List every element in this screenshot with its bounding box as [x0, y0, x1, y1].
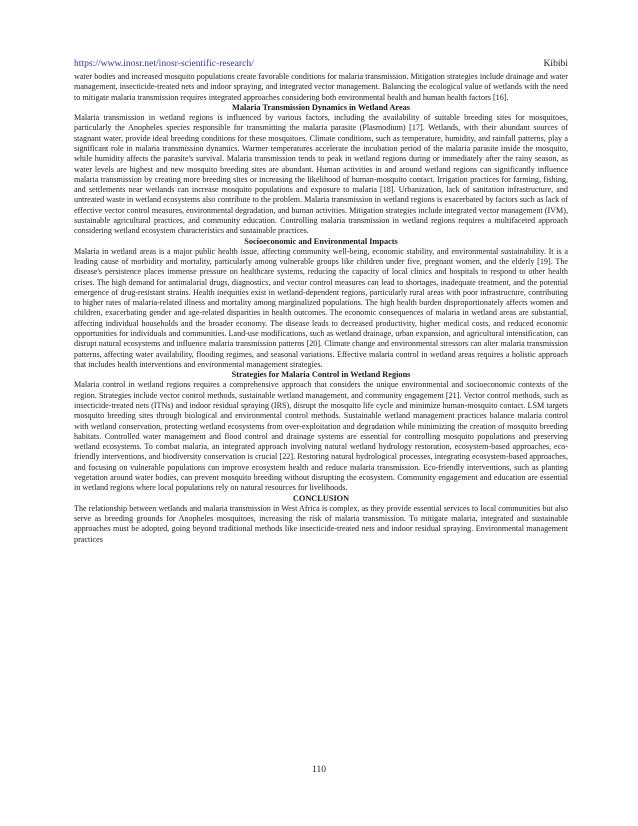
body-paragraph: The relationship between wetlands and malaria transmission in West Africa is complex, as they provide essential services to local communities but also serve as breeding grounds for Anopheles mosquitoes, increasing the risk of malaria transmission. To mitigate malaria, integrated and sustainable approaches must be adopted, going beyond traditional methods like insecticide-treated nets and indoor residual spraying. Environmental management practices	[74, 503, 568, 544]
running-header	[74, 58, 568, 70]
section-heading-conclusion: CONCLUSION	[292, 493, 350, 503]
page	[74, 58, 568, 545]
section-heading-control-strategies: Strategies for Malaria Control in Wetland Regions	[231, 370, 411, 380]
article-body	[74, 72, 568, 545]
section-heading-socioeconomic-impacts: Socioeconomic and Environmental Impacts	[244, 236, 398, 246]
body-paragraph: Malaria control in wetland regions requires a comprehensive approach that considers the unique environmental and socioeconomic contexts of the region. Strategies include vector control methods, sustainable wetland management, and community engagement [21]. Vector control methods, such as insecticide-treated nets (ITNs) and indoor residual spraying (IRS), disrupt the mosquito life cycle and minimize human-mosquito contact. LSM targets mosquito breeding sites through biological and environmental control methods. Sustainable wetland management practices balance malaria control with wetland conservation, protecting wetland ecosystems from over-exploitation and degradation while minimizing the creation of mosquito breeding habitats. Controlled water management and flood control and drainage systems are essential for controlling mosquito populations and preserving wetland ecosystems. To combat malaria, an integrated approach involving natural wetland hydrology restoration, ecosystem-based approaches, eco-friendly interventions, and biodiversity conservation is crucial [22]. Restoring natural hydrological processes, integrating ecosystem-based approaches, and focusing on vulnerable populations can improve ecosystem health and reduce malaria transmission. Eco-friendly interventions, such as planting vegetation around water bodies, can prevent mosquito breeding without disrupting the ecosystem. Community engagement and education are essential in wetland regions where local populations rely on natural resources for livelihoods.	[74, 380, 568, 493]
body-paragraph: Malaria transmission in wetland regions is influenced by various factors, including the availability of suitable breeding sites for mosquitoes, particularly the Anopheles species responsible for transmitting the malaria parasite (Plasmodium) [17]. Wetlands, with their abundant sources of stagnant water, provide ideal breeding conditions for these mosquitoes. Climate conditions, such as temperature, humidity, and rainfall patterns, play a significant role in malaria transmission dynamics. Warmer temperatures accelerate the incubation period of the malaria parasite inside the mosquito, while humidity affects the parasite's survival. Malaria transmission tends to peak in wetland regions during or immediately after the rainy season, as water levels are highest and new mosquito breeding sites are abundant. Human activities in and around wetland regions can significantly influence malaria transmission by creating more breeding sites or increasing the likelihood of human-mosquito contact. Irrigation practices for farming, fishing, and settlements near wetlands can increase mosquito populations and exposure to malaria [18]. Urbanization, lack of sanitation infrastructure, and untreated waste in wetland ecosystems also contribute to the problem. Malaria transmission in wetland regions is exacerbated by factors such as lack of effective vector control measures, environmental degradation, and human activities. Mitigation strategies include integrated vector management (IVM), sustainable agricultural practices, and community education. Controlling malaria transmission in wetland regions requires a multifaceted approach considering wetland ecosystem characteristics and sustainable practices.	[74, 113, 568, 236]
journal-url[interactable]: https://www.inosr.net/inosr-scientific-research/	[74, 58, 254, 69]
body-paragraph: Malaria in wetland areas is a major public health issue, affecting community well-being, economic stability, and environmental sustainability. It is a leading cause of morbidity and mortality, particularly among vulnerable groups like children under five, pregnant women, and the elderly [19]. The disease's persistence places immense pressure on healthcare systems, reducing the capacity of local clinics and hospitals to respond to other health crises. The high demand for antimalarial drugs, diagnostics, and vector control measures can lead to shortages, inadequate treatment, and the potential emergence of drug-resistant strains. Health inequities exist in wetland-dependent regions, particularly rural areas with poor infrastructure, contributing to higher rates of malaria-related illness and mortality among marginalized populations. The high health burden disproportionately affects women and children, exacerbating gender and age-related disparities in health outcomes. The economic consequences of malaria in wetland areas are substantial, affecting individual households and the broader economy. The disease leads to decreased productivity, higher medical costs, and reduced economic opportunities for individuals and communities. Land-use modifications, such as wetland drainage, urban expansion, and agricultural intensification, can disrupt natural ecosystems and influence malaria transmission patterns [20]. Climate change and environmental stressors can alter malaria transmission patterns, affecting water availability, flooding regimes, and seasonal variations. Effective malaria control in wetland areas requires a holistic approach that includes health interventions and environmental management strategies.	[74, 246, 568, 369]
body-paragraph: water bodies and increased mosquito populations create favorable conditions for malaria transmission. Mitigation strategies include drainage and water management, insecticide-treated nets and indoor spraying, and integrated vector management. Balancing the ecological value of wetlands with the need to mitigate malaria transmission requires integrated approaches considering both environmental health and human health factors [16].	[74, 72, 568, 102]
section-heading-transmission-dynamics: Malaria Transmission Dynamics in Wetland Areas	[231, 102, 411, 112]
running-author: Kibibi	[543, 58, 568, 69]
page-number: 110	[312, 765, 326, 775]
